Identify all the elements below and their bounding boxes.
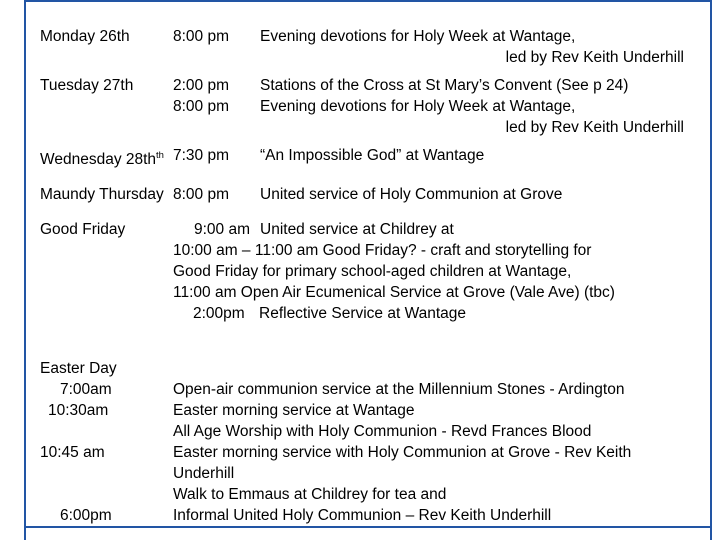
good-friday-event-detail: - craft and storytelling for: [416, 242, 592, 260]
time-label: 10:45 am: [40, 444, 105, 462]
easter-row: [40, 400, 700, 421]
time-label: 10:30am: [48, 402, 109, 420]
event-description: Walk to Emmaus at Childrey for tea and: [173, 486, 447, 504]
event-description-continued: Underhill: [173, 465, 235, 483]
time-label: 7:30 pm: [173, 147, 230, 164]
schedule-content: [40, 26, 700, 526]
time-label: 7:00am: [60, 381, 112, 399]
event-description: United service of Holy Communion at Grove: [260, 186, 563, 204]
event-description: “An Impossible God” at Wantage: [260, 147, 485, 164]
time-label: 9:00 am: [193, 221, 250, 239]
easter-row: [40, 442, 700, 463]
page-border-left: [24, 0, 26, 540]
schedule-row: [40, 184, 700, 205]
event-description: Informal United Holy Communion – Rev Keith Underhill: [173, 507, 552, 525]
day-label: Tuesday 27th: [40, 77, 134, 94]
event-description: Stations of the Cross at St Mary’s Convent (See p 24): [260, 77, 629, 94]
page-border-top: [24, 0, 712, 2]
time-label: 2:00 pm: [173, 77, 230, 94]
day-text: Wednesday 28th: [40, 151, 157, 169]
spacer: [40, 205, 700, 219]
schedule-row: [40, 26, 700, 47]
event-description: Easter morning service with Holy Communion at Grove - Rev Keith: [173, 444, 632, 462]
spacer: [40, 170, 700, 184]
event-description: Evening devotions for Holy Week at Wantage,: [260, 98, 576, 115]
schedule-row: [40, 96, 700, 117]
good-friday-time-range: 10:00 am – 11:00 am: [173, 242, 323, 260]
day-label: [40, 145, 173, 170]
easter-row: [40, 505, 700, 526]
page-border-bottom: [24, 526, 712, 528]
schedule-row-continuation: [40, 117, 700, 138]
schedule-row-continuation: [40, 47, 700, 68]
easter-row-continuation: [40, 463, 700, 484]
time-label: 8:00 pm: [173, 186, 230, 204]
schedule-row: [40, 145, 700, 170]
good-friday-line: Good Friday for primary school-aged children at Wantage,: [173, 263, 572, 281]
day-ordinal-suffix: th: [156, 150, 164, 161]
event-description: Open-air communion service at the Millennium Stones - Ardington: [173, 381, 625, 399]
easter-day-heading: Easter Day: [40, 360, 117, 378]
spacer: [40, 138, 700, 145]
day-label: Monday 26th: [40, 28, 130, 45]
schedule-row: [40, 75, 700, 96]
time-label: 8:00 pm: [173, 98, 230, 115]
day-label: Maundy Thursday: [40, 186, 164, 204]
event-description: All Age Worship with Holy Communion - Revd Frances Blood: [173, 423, 592, 441]
good-friday-line: [173, 240, 700, 261]
spacer: [40, 324, 700, 358]
easter-row: [40, 484, 700, 505]
easter-row: [40, 379, 700, 400]
day-label: Good Friday: [40, 221, 126, 239]
good-friday-event-title: Good Friday?: [322, 242, 417, 260]
event-description: United service at Childrey at: [260, 221, 454, 239]
spacer: [40, 68, 700, 75]
schedule-row: [40, 219, 700, 240]
time-label: 2:00pm: [193, 305, 245, 323]
event-description-continued: led by Rev Keith Underhill: [505, 49, 684, 66]
event-description-continued: led by Rev Keith Underhill: [505, 119, 684, 136]
time-label: 6:00pm: [60, 507, 112, 525]
time-label: 8:00 pm: [173, 28, 230, 45]
event-description: Reflective Service at Wantage: [259, 305, 467, 323]
good-friday-details: [40, 240, 700, 324]
event-description: Easter morning service at Wantage: [173, 402, 415, 420]
easter-row: [40, 421, 700, 442]
event-description: Evening devotions for Holy Week at Wantage,: [260, 28, 576, 45]
good-friday-line: 11:00 am Open Air Ecumenical Service at Grove (Vale Ave) (tbc): [173, 284, 615, 302]
good-friday-line: [173, 303, 700, 324]
page-border-right: [710, 0, 712, 540]
